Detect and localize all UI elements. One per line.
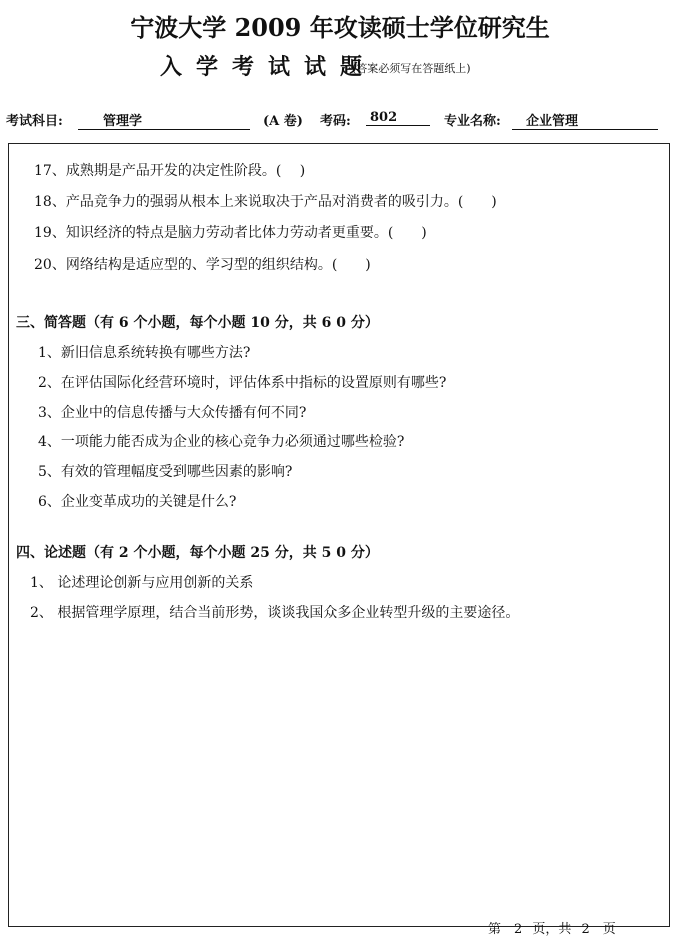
major-label: 专业名称: bbox=[444, 114, 501, 129]
exam-subtitle: 入学考试试题 bbox=[160, 54, 377, 80]
page-number: 第 2 页，共 2 页 bbox=[488, 922, 616, 937]
major-value: 企业管理 bbox=[512, 110, 658, 130]
question-20: 20、网络结构是适应型的、学习型的组织结构。( ) bbox=[34, 257, 371, 273]
subject-value: 管理学 bbox=[78, 110, 250, 130]
section-4-title: 四、论述题（有 2 个小题，每个小题 25 分，共 5 0 分） bbox=[16, 545, 379, 561]
question-18: 18、产品竞争力的强弱从根本上来说取决于产品对消费者的吸引力。( ) bbox=[34, 194, 497, 210]
essay-question-1: 1、 论述理论创新与应用创新的关系 bbox=[30, 575, 254, 591]
exam-title: 宁波大学 2009 年攻读硕士学位研究生 bbox=[130, 13, 550, 42]
short-question-1: 1、新旧信息系统转换有哪些方法? bbox=[38, 345, 251, 361]
short-question-3: 3、企业中的信息传播与大众传播有何不同? bbox=[38, 405, 307, 421]
essay-question-2: 2、 根据管理学原理，结合当前形势，谈谈我国众多企业转型升级的主要途径。 bbox=[30, 605, 520, 621]
short-question-4: 4、一项能力能否成为企业的核心竞争力必须通过哪些检验? bbox=[38, 434, 405, 450]
question-17: 17、成熟期是产品开发的决定性阶段。( ) bbox=[34, 163, 306, 179]
code-label: 考码: bbox=[320, 114, 351, 129]
code-value: 802 bbox=[366, 110, 430, 126]
subject-label: 考试科目: bbox=[6, 114, 63, 129]
short-question-2: 2、在评估国际化经营环境时，评估体系中指标的设置原则有哪些? bbox=[38, 375, 447, 391]
paper-version: (A 卷) bbox=[263, 114, 303, 129]
section-3-title: 三、简答题（有 6 个小题，每个小题 10 分，共 6 0 分） bbox=[16, 315, 379, 331]
short-question-5: 5、有效的管理幅度受到哪些因素的影响? bbox=[38, 464, 293, 480]
subtitle-note: (答案必须写在答题纸上) bbox=[352, 62, 471, 75]
short-question-6: 6、企业变革成功的关键是什么? bbox=[38, 494, 237, 510]
question-19: 19、知识经济的特点是脑力劳动者比体力劳动者更重要。( ) bbox=[34, 225, 427, 241]
